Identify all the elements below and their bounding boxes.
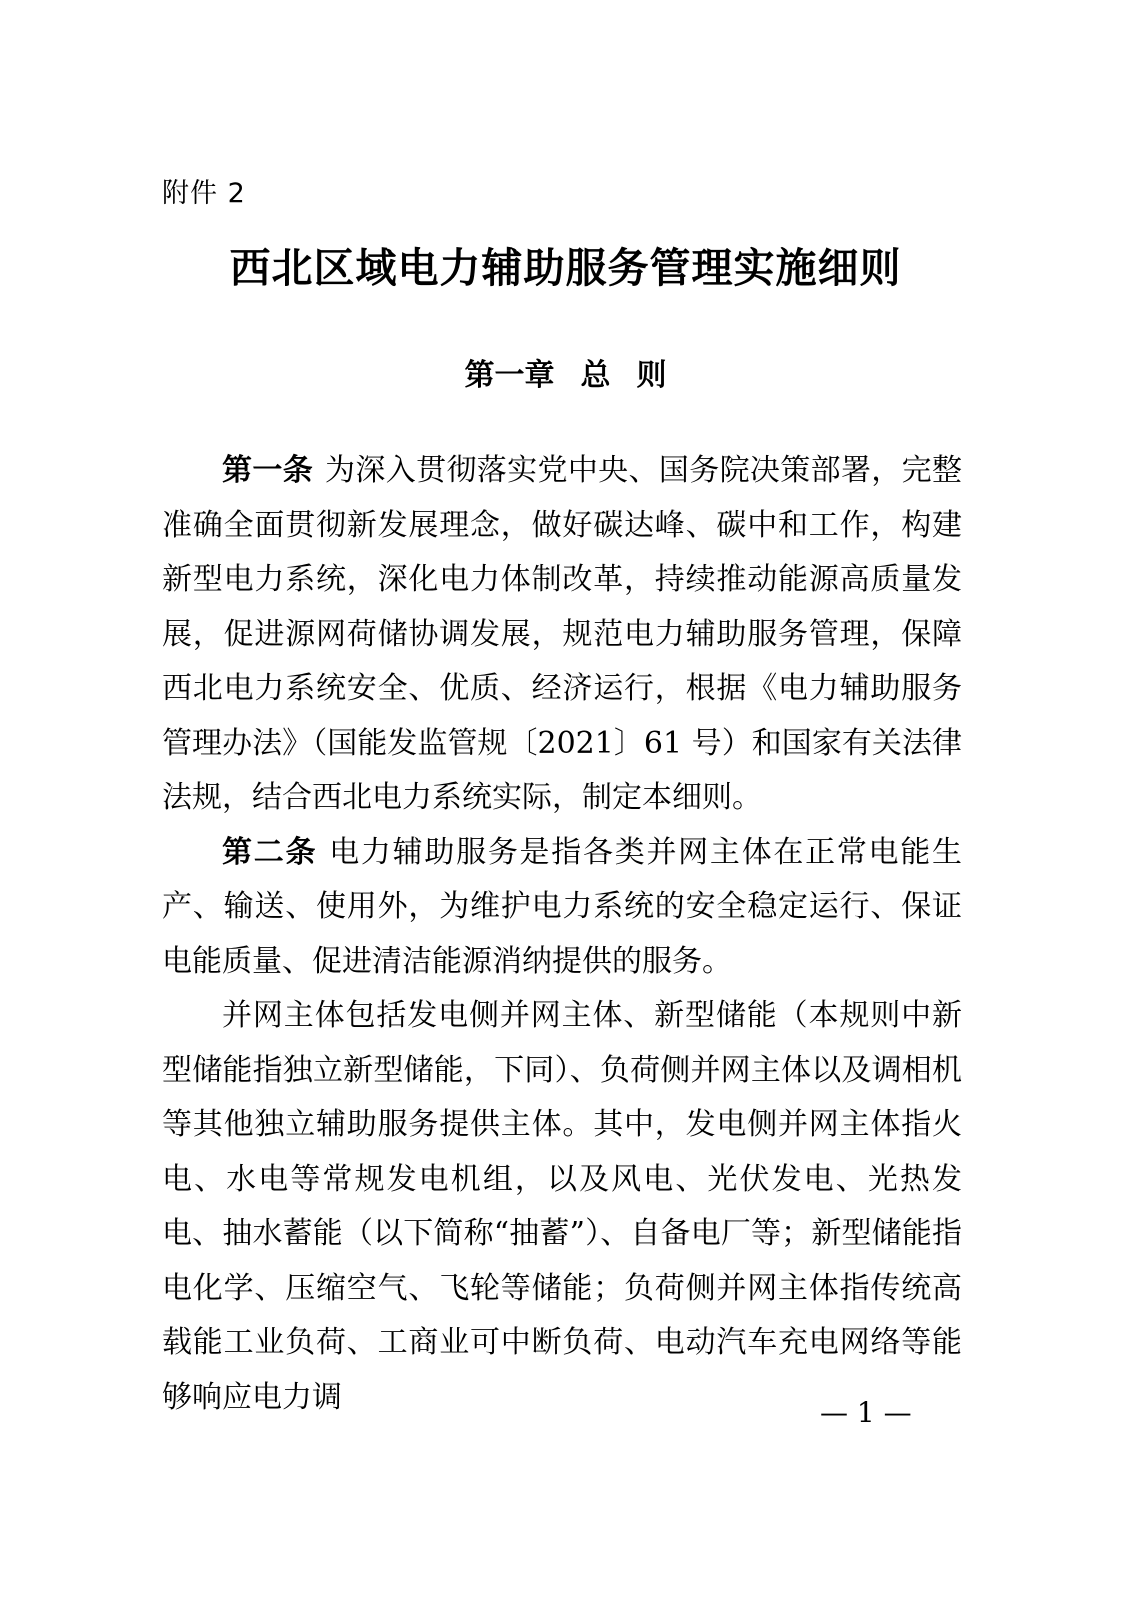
paragraph-3: 并网主体包括发电侧并网主体、新型储能（本规则中新型储能指独立新型储能，下同）、负荷侧并网主体以及调相机等其他独立辅助服务提供主体。其中，发电侧并网主体指火电、水电等常规发电机组，以及风电、光伏发电、光热发电、抽水蓄能（以下简称“抽蓄”）、自备电厂等；新型储能指电化学、压缩空气、飞轮等储能；负荷侧并网主体指传统高载能工业负荷、工商业可中断负荷、电动汽车充电网络等能够响应电力调 [162, 998, 962, 1415]
document-body [162, 444, 962, 1425]
chapter-number: 第一章 [464, 358, 555, 393]
chapter-name-part2: 则 [636, 358, 667, 393]
article-2 [162, 826, 962, 990]
document-title: 西北区域电力辅助服务管理实施细则 [229, 244, 902, 292]
article-1 [162, 444, 962, 826]
article-1-number: 第一条 [222, 453, 314, 488]
article-1-text: 为深入贯彻落实党中央、国务院决策部署，完整准确全面贯彻新发展理念，做好碳达峰、碳中和工作，构建新型电力系统，深化电力体制改革，持续推动能源高质量发展，促进源网荷储协调发展，规范电力辅助服务管理，保障西北电力系统安全、优质、经济运行，根据《电力辅助服务管理办法》（国能发监管规〔2021〕61 号）和国家有关法律法规，结合西北电力系统实际，制定本细则。 [162, 453, 963, 815]
attachment-label: 附件 2 [162, 178, 246, 209]
article-2-text: 电力辅助服务是指各类并网主体在正常电能生产、输送、使用外，为维护电力系统的安全稳定运行、保证电能质量、促进清洁能源消纳提供的服务。 [162, 834, 963, 979]
page-number: — 1 — [820, 1396, 912, 1429]
chapter-name-part1: 总 [580, 358, 611, 393]
article-2-number: 第二条 [222, 834, 318, 870]
chapter-heading [0, 354, 1131, 398]
